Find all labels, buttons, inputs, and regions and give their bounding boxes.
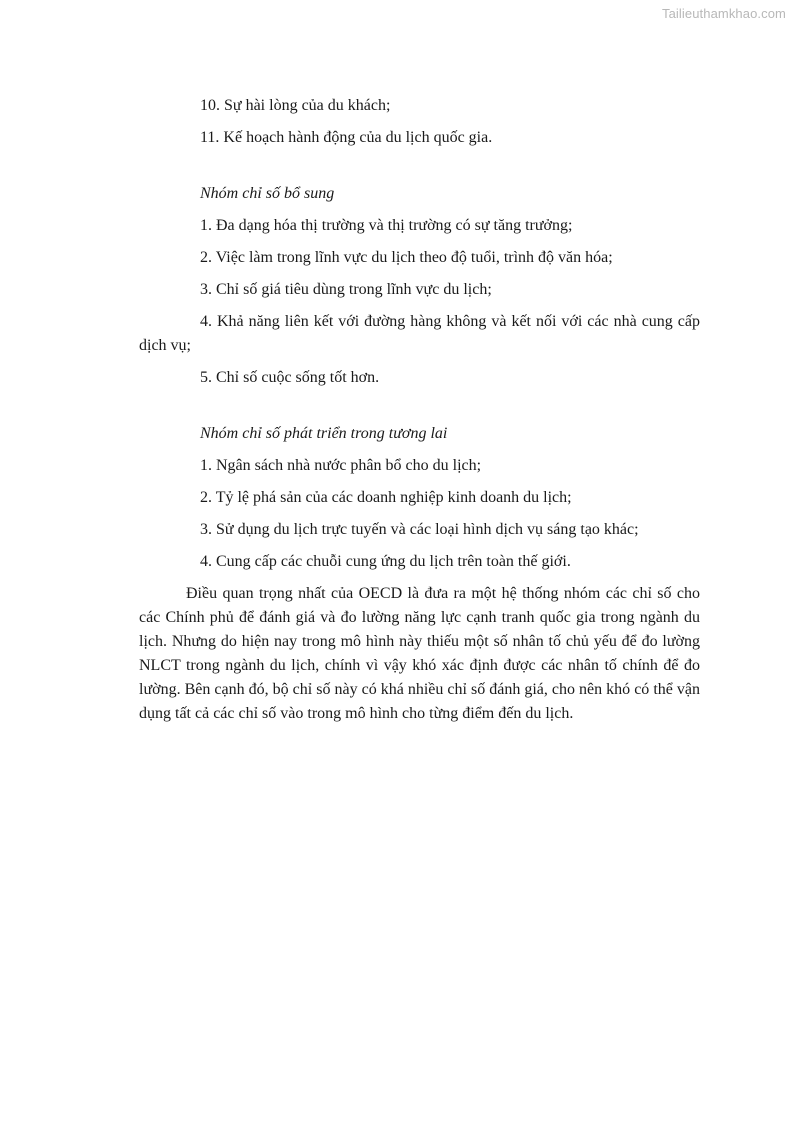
watermark: Tailieuthamkhao.com [661,6,786,21]
supplementary-item-2: 2. Việc làm trong lĩnh vực du lịch theo độ tuổi, trình độ văn hóa; [200,249,613,266]
summary-paragraph: Điều quan trọng nhất của OECD là đưa ra một hệ thống nhóm các chỉ số cho các Chính phủ để đánh giá và đo lường năng lực cạnh tranh quốc gia trong ngành du lịch. Nhưng do hiện nay trong mô hình này thiếu một số nhân tố chủ yếu để đo lường NLCT trong ngành du lịch, chính vì vậy khó xác định được các nhân tố chính để đo lường. Bên cạnh đó, bộ chỉ số này có khá nhiều chỉ số đánh giá, cho nên khó có thể vận dụng tất cả các chỉ số vào trong mô hình cho từng điểm đến du lịch. [139,585,700,722]
supplementary-item-4: 4. Khả năng liên kết với đường hàng không và kết nối với các nhà cung cấp dịch vụ; [139,313,700,354]
future-item-1: 1. Ngân sách nhà nước phân bổ cho du lịch; [200,457,482,474]
supplementary-item-3: 3. Chỉ số giá tiêu dùng trong lĩnh vực du lịch; [200,281,492,298]
list-item-10: 10. Sự hài lòng của du khách; [200,97,391,114]
future-item-4: 4. Cung cấp các chuỗi cung ứng du lịch trên toàn thế giới. [200,553,571,570]
supplementary-item-1: 1. Đa dạng hóa thị trường và thị trường có sự tăng trưởng; [200,217,573,234]
supplementary-heading: Nhóm chỉ số bổ sung [200,185,335,202]
future-item-2: 2. Tỷ lệ phá sản của các doanh nghiệp kinh doanh du lịch; [200,489,572,506]
document-body [139,94,700,726]
list-item-11: 11. Kế hoạch hành động của du lịch quốc gia. [200,129,493,146]
future-heading: Nhóm chỉ số phát triển trong tương lai [200,425,448,442]
future-item-3: 3. Sử dụng du lịch trực tuyến và các loại hình dịch vụ sáng tạo khác; [200,521,639,538]
supplementary-item-5: 5. Chỉ số cuộc sống tốt hơn. [200,369,380,386]
